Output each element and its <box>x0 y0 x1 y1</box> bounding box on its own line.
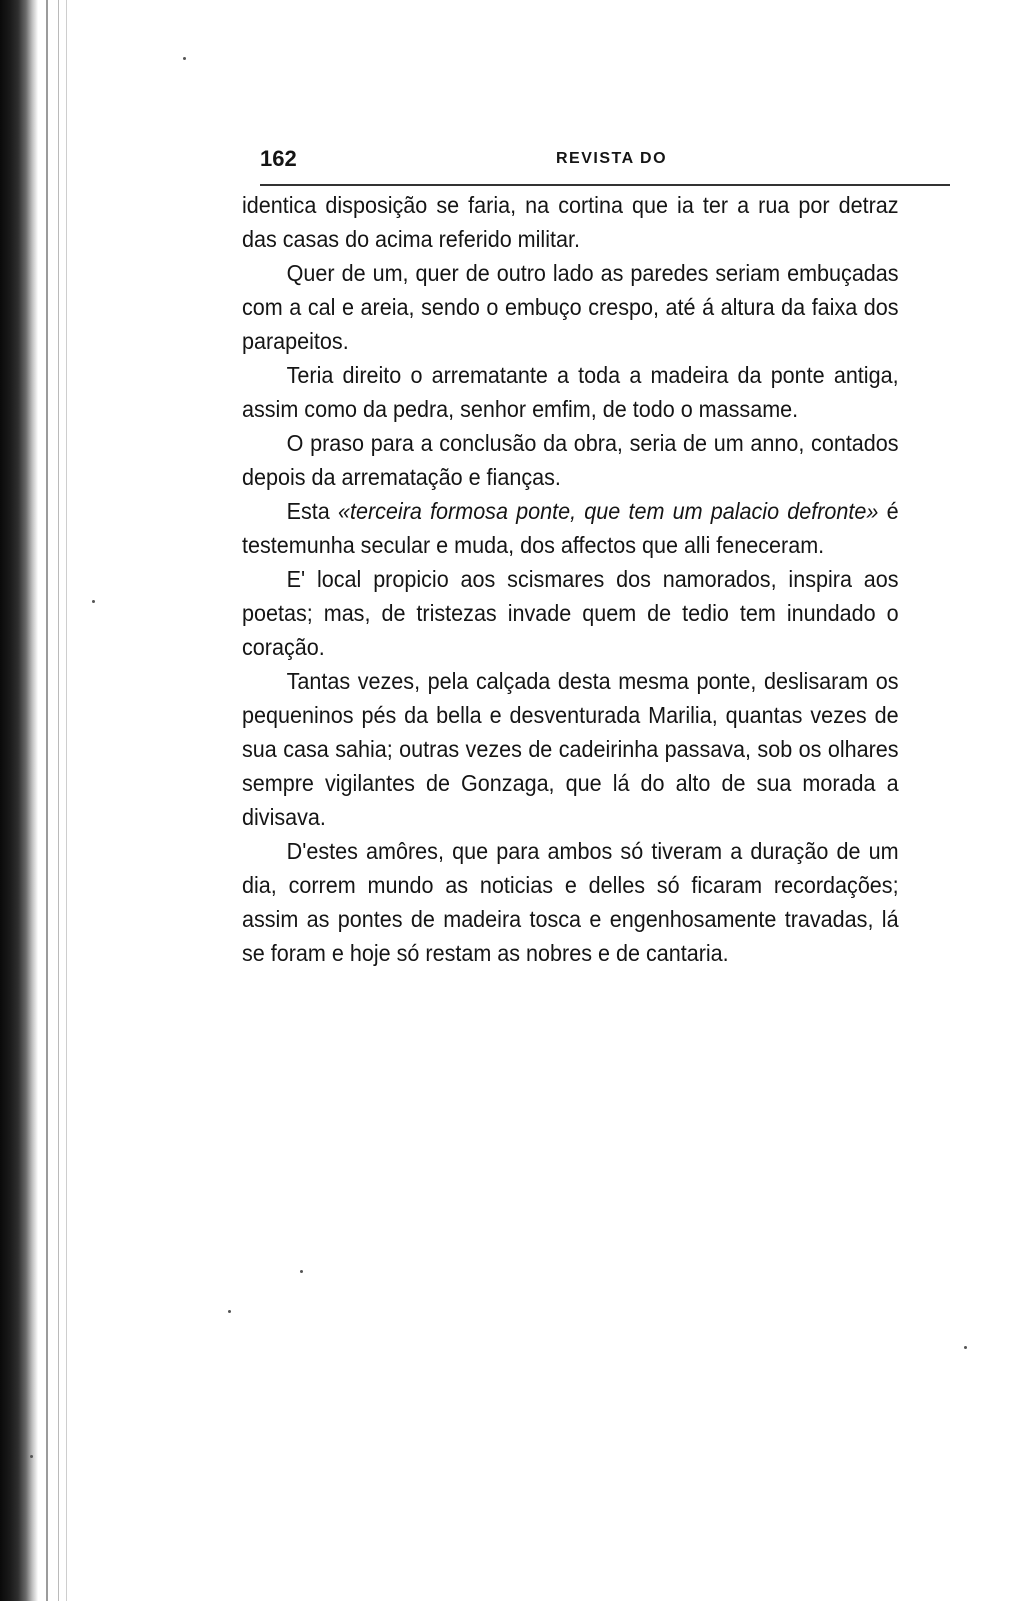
paragraph: D'estes amôres, que para ambos só tiveram a duração de um dia, correm mundo as noticias e delles só ficaram recordações; assim as pontes de madeira tosca e engenhosamente travadas, lá se foram e hoje só restam as nobres e de cantaria. <box>242 838 899 966</box>
paragraph: O praso para a conclusão da obra, seria de um anno, contados depois da arrematação e fianças. <box>242 430 899 490</box>
scanned-page <box>240 120 960 1120</box>
paragraph: identica disposição se faria, na cortina que ia ter a rua por detraz das casas do acima referido militar. <box>242 192 899 252</box>
scan-speck <box>183 57 186 60</box>
scan-speck <box>92 600 95 603</box>
scan-speck <box>228 1310 231 1313</box>
paragraph <box>242 494 899 562</box>
running-title: REVISTA DO <box>556 150 668 167</box>
page-number: 162 <box>260 146 297 171</box>
paragraph: Tantas vezes, pela calçada desta mesma ponte, deslisaram os pequeninos pés da bella e desventurada Marilia, quantas vezes de sua casa sahia; outras vezes de cadeirinha passava, sob os olhares sempre vigilantes de Gonzaga, que lá do alto de sua morada a divisava. <box>242 668 899 830</box>
scan-speck <box>964 1346 967 1349</box>
paragraph: Quer de um, quer de outro lado as paredes seriam embuçadas com a cal e areia, sendo o embuço crespo, até á altura da faixa dos parapeitos. <box>242 260 899 354</box>
paragraph: Teria direito o arrematante a toda a madeira da ponte antiga, assim como da pedra, senhor emfim, de todo o massame. <box>242 362 899 422</box>
binding-shadow-line <box>46 0 48 1601</box>
page-header <box>260 136 950 172</box>
body-text <box>242 188 899 970</box>
header-rule <box>260 184 950 186</box>
scan-speck <box>300 1270 303 1273</box>
paragraph: E' local propicio aos scismares dos namorados, inspira aos poetas; mas, de tristezas invade quem de tedio tem inundado o coração. <box>242 566 899 660</box>
paragraph-text: Esta <box>286 498 338 524</box>
italic-quote: «terceira formosa ponte, que tem um palacio defronte» <box>337 498 879 524</box>
binding-shadow-line <box>58 0 59 1601</box>
book-binding-edge <box>0 0 38 1601</box>
paragraph-text: é testemunha secular e muda, dos affectos que alli feneceram. <box>242 498 899 558</box>
scan-speck <box>30 1455 33 1458</box>
binding-shadow-line <box>66 0 67 1601</box>
